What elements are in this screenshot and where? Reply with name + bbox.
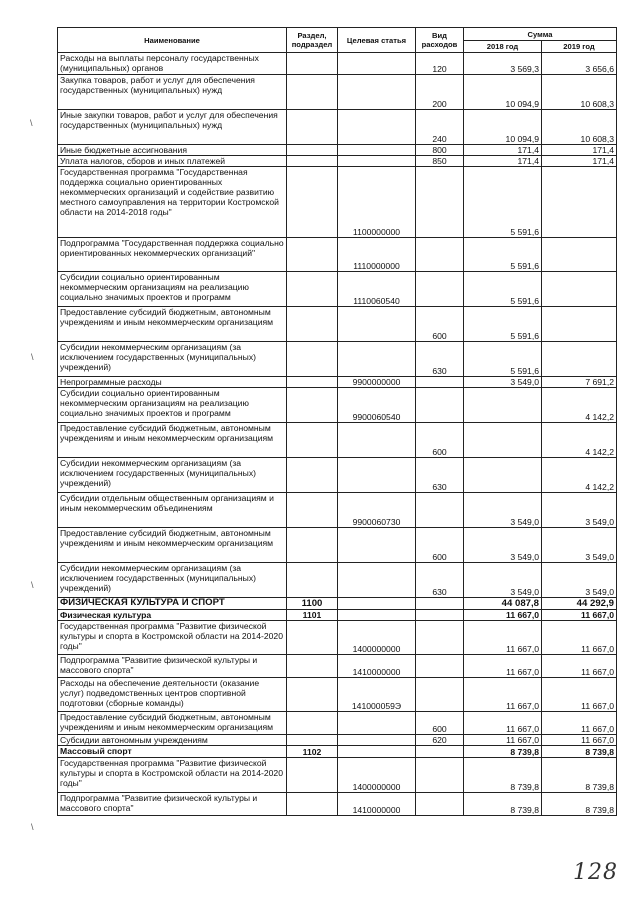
row-section-cell [287,735,338,746]
row-name-cell: Массовый спорт [58,746,287,758]
row-2018-cell: 3 569,3 [464,53,542,75]
row-2019-cell: 7 691,2 [542,377,617,388]
header-section: Раздел, подраздел [287,28,338,53]
row-2019-cell: 44 292,9 [542,598,617,610]
row-section-cell [287,712,338,735]
row-target-cell: 9900060540 [338,388,416,423]
row-target-cell [338,145,416,156]
row-type-cell: 600 [416,423,464,458]
row-section-cell [287,528,338,563]
table-row [58,307,617,342]
row-2019-cell [542,238,617,272]
row-type-cell: 600 [416,307,464,342]
row-2018-cell: 44 087,8 [464,598,542,610]
table-row [58,563,617,598]
row-section-cell: 1101 [287,610,338,621]
row-target-cell [338,458,416,493]
header-sum: Сумма [464,28,617,41]
row-2019-cell [542,272,617,307]
row-target-cell [338,307,416,342]
row-section-cell [287,272,338,307]
row-2019-cell: 171,4 [542,145,617,156]
row-type-cell: 630 [416,563,464,598]
row-type-cell: 620 [416,735,464,746]
row-2019-cell: 8 739,8 [542,746,617,758]
margin-mark: \ [31,822,34,832]
row-name-cell: Уплата налогов, сборов и иных платежей [58,156,287,167]
table-row [58,53,617,75]
row-name-cell: Субсидии отдельным общественным организациям и иным некоммерческим объединениям [58,493,287,528]
row-target-cell [338,156,416,167]
margin-mark: \ [31,352,34,362]
table-row [58,342,617,377]
row-type-cell: 600 [416,528,464,563]
row-2018-cell [464,388,542,423]
row-2019-cell: 11 667,0 [542,735,617,746]
row-name-cell: Расходы на выплаты персоналу государственных (муниципальных) органов [58,53,287,75]
row-target-cell: 9900000000 [338,377,416,388]
row-name-cell: Государственная программа "Государственная поддержка социально ориентированных некоммерческих организаций и содействие развитию местного самоуправления на территории Костромской области на 2014-2018 годы" [58,167,287,238]
row-section-cell [287,156,338,167]
row-target-cell: 1110060540 [338,272,416,307]
row-type-cell [416,493,464,528]
row-section-cell [287,307,338,342]
row-2018-cell: 171,4 [464,145,542,156]
row-target-cell [338,746,416,758]
row-2018-cell: 5 591,6 [464,272,542,307]
row-type-cell [416,758,464,793]
header-2019: 2019 год [542,41,617,53]
row-name-cell: Иные бюджетные ассигнования [58,145,287,156]
row-2018-cell: 5 591,6 [464,342,542,377]
budget-table [57,27,617,816]
row-type-cell: 630 [416,342,464,377]
row-2019-cell: 4 142,2 [542,388,617,423]
row-type-cell [416,610,464,621]
row-type-cell: 850 [416,156,464,167]
table-row [58,712,617,735]
row-2019-cell: 171,4 [542,156,617,167]
row-2018-cell: 8 739,8 [464,758,542,793]
row-section-cell [287,145,338,156]
table-row [58,655,617,678]
row-section-cell [287,167,338,238]
row-name-cell: Закупка товаров, работ и услуг для обеспечения государственных (муниципальных) нужд [58,75,287,110]
row-section-cell [287,563,338,598]
row-2019-cell: 11 667,0 [542,621,617,655]
row-type-cell [416,598,464,610]
row-name-cell: Субсидии некоммерческим организациям (за исключением государственных (муниципальных) учреждений) [58,563,287,598]
table-row [58,598,617,610]
row-target-cell [338,53,416,75]
row-name-cell: Субсидии автономным учреждениям [58,735,287,746]
row-section-cell [287,342,338,377]
row-section-cell [287,388,338,423]
row-type-cell: 120 [416,53,464,75]
table-row [58,75,617,110]
row-target-cell [338,563,416,598]
row-name-cell: Предоставление субсидий бюджетным, автономным учреждениям и иным некоммерческим организациям [58,423,287,458]
row-name-cell: Субсидии некоммерческим организациям (за исключением государственных (муниципальных) учреждений) [58,342,287,377]
row-target-cell: 1100000000 [338,167,416,238]
header-name: Наименование [58,28,287,53]
row-name-cell: Субсидии некоммерческим организациям (за исключением государственных (муниципальных) учреждений) [58,458,287,493]
row-type-cell [416,388,464,423]
row-section-cell [287,423,338,458]
row-2019-cell: 10 608,3 [542,75,617,110]
row-name-cell: Подпрограмма "Государственная поддержка социально ориентированных некоммерческих организаций" [58,238,287,272]
table-row [58,678,617,712]
row-2019-cell [542,342,617,377]
row-type-cell: 200 [416,75,464,110]
row-target-cell [338,598,416,610]
row-target-cell: 1400000000 [338,758,416,793]
row-type-cell: 800 [416,145,464,156]
row-name-cell: Подпрограмма "Развитие физической культуры и массового спорта" [58,655,287,678]
row-section-cell [287,238,338,272]
table-row [58,167,617,238]
row-section-cell: 1102 [287,746,338,758]
row-name-cell: Предоставление субсидий бюджетным, автономным учреждениям и иным некоммерческим организациям [58,712,287,735]
row-2019-cell: 11 667,0 [542,678,617,712]
row-target-cell [338,342,416,377]
row-2019-cell: 8 739,8 [542,793,617,816]
table-body [58,53,617,816]
row-type-cell [416,167,464,238]
table-row [58,458,617,493]
row-name-cell: Предоставление субсидий бюджетным, автономным учреждениям и иным некоммерческим организациям [58,528,287,563]
row-2019-cell [542,167,617,238]
row-target-cell [338,75,416,110]
row-2018-cell: 171,4 [464,156,542,167]
header-2018: 2018 год [464,41,542,53]
row-section-cell [287,75,338,110]
row-type-cell [416,377,464,388]
row-2019-cell: 3 549,0 [542,563,617,598]
row-target-cell [338,610,416,621]
row-target-cell [338,735,416,746]
row-2019-cell: 3 549,0 [542,493,617,528]
page-number: 128 [573,860,618,885]
row-name-cell: Предоставление субсидий бюджетным, автономным учреждениям и иным некоммерческим организациям [58,307,287,342]
table-row [58,746,617,758]
row-2019-cell: 3 656,6 [542,53,617,75]
margin-mark: \ [30,118,33,128]
table-row [58,528,617,563]
row-name-cell: ФИЗИЧЕСКАЯ КУЛЬТУРА И СПОРТ [58,598,287,610]
row-name-cell: Иные закупки товаров, работ и услуг для обеспечения государственных (муниципальных) нужд [58,110,287,145]
header-type: Вид расходов [416,28,464,53]
row-name-cell: Расходы на обеспечение деятельности (оказание услуг) подведомственных центров спортивной подготовки (сборные команды) [58,678,287,712]
row-2018-cell: 8 739,8 [464,746,542,758]
row-2018-cell: 11 667,0 [464,610,542,621]
table-row [58,621,617,655]
table-row [58,145,617,156]
row-2019-cell: 11 667,0 [542,712,617,735]
row-2018-cell: 8 739,8 [464,793,542,816]
row-target-cell: 9900060730 [338,493,416,528]
row-target-cell [338,712,416,735]
row-type-cell [416,655,464,678]
row-2018-cell: 11 667,0 [464,621,542,655]
table-row [58,758,617,793]
row-2018-cell: 11 667,0 [464,712,542,735]
row-2018-cell: 11 667,0 [464,678,542,712]
row-2018-cell: 5 591,6 [464,238,542,272]
row-name-cell: Непрограммные расходы [58,377,287,388]
row-name-cell: Государственная программа "Развитие физической культуры и спорта в Костромской области на 2014-2020 годы" [58,621,287,655]
header-target: Целевая статья [338,28,416,53]
row-2018-cell: 11 667,0 [464,655,542,678]
table-row [58,272,617,307]
table-row [58,388,617,423]
row-name-cell: Физическая культура [58,610,287,621]
row-section-cell [287,678,338,712]
table-row [58,377,617,388]
row-2018-cell: 5 591,6 [464,307,542,342]
row-section-cell [287,758,338,793]
row-target-cell: 1410000000 [338,793,416,816]
row-name-cell: Субсидии социально ориентированным некоммерческим организациям на реализацию социально значимых проектов и программ [58,388,287,423]
row-type-cell: 240 [416,110,464,145]
row-section-cell [287,793,338,816]
row-section-cell [287,493,338,528]
row-section-cell [287,621,338,655]
row-type-cell [416,621,464,655]
row-type-cell: 600 [416,712,464,735]
table-row [58,493,617,528]
row-section-cell [287,377,338,388]
table-row [58,793,617,816]
row-type-cell [416,678,464,712]
row-type-cell: 630 [416,458,464,493]
row-2019-cell: 8 739,8 [542,758,617,793]
row-section-cell [287,655,338,678]
row-2019-cell: 4 142,2 [542,423,617,458]
row-target-cell: 1110000000 [338,238,416,272]
row-target-cell [338,528,416,563]
row-2019-cell: 11 667,0 [542,655,617,678]
row-section-cell: 1100 [287,598,338,610]
row-2018-cell: 11 667,0 [464,735,542,746]
row-2018-cell: 3 549,0 [464,377,542,388]
row-2019-cell: 4 142,2 [542,458,617,493]
row-type-cell [416,272,464,307]
table-row [58,610,617,621]
table-row [58,238,617,272]
row-2018-cell [464,458,542,493]
row-2019-cell [542,307,617,342]
row-2019-cell: 10 608,3 [542,110,617,145]
row-2018-cell: 5 591,6 [464,167,542,238]
row-2019-cell: 3 549,0 [542,528,617,563]
margin-mark: \ [31,580,34,590]
row-type-cell [416,238,464,272]
row-section-cell [287,53,338,75]
row-2018-cell: 10 094,9 [464,110,542,145]
row-2019-cell: 11 667,0 [542,610,617,621]
row-2018-cell: 3 549,0 [464,493,542,528]
row-2018-cell: 3 549,0 [464,528,542,563]
row-target-cell: 1400000000 [338,621,416,655]
row-name-cell: Субсидии социально ориентированным некоммерческим организациям на реализацию социально значимых проектов и программ [58,272,287,307]
row-type-cell [416,793,464,816]
row-section-cell [287,458,338,493]
row-target-cell: 1410000000 [338,655,416,678]
table-row [58,110,617,145]
row-section-cell [287,110,338,145]
row-name-cell: Государственная программа "Развитие физической культуры и спорта в Костромской области на 2014-2020 годы" [58,758,287,793]
row-target-cell [338,110,416,145]
row-2018-cell: 3 549,0 [464,563,542,598]
row-2018-cell: 10 094,9 [464,75,542,110]
table-row [58,156,617,167]
row-target-cell: 141000059Э [338,678,416,712]
row-target-cell [338,423,416,458]
row-type-cell [416,746,464,758]
table-row [58,423,617,458]
row-2018-cell [464,423,542,458]
table-row [58,735,617,746]
row-name-cell: Подпрограмма "Развитие физической культуры и массового спорта" [58,793,287,816]
